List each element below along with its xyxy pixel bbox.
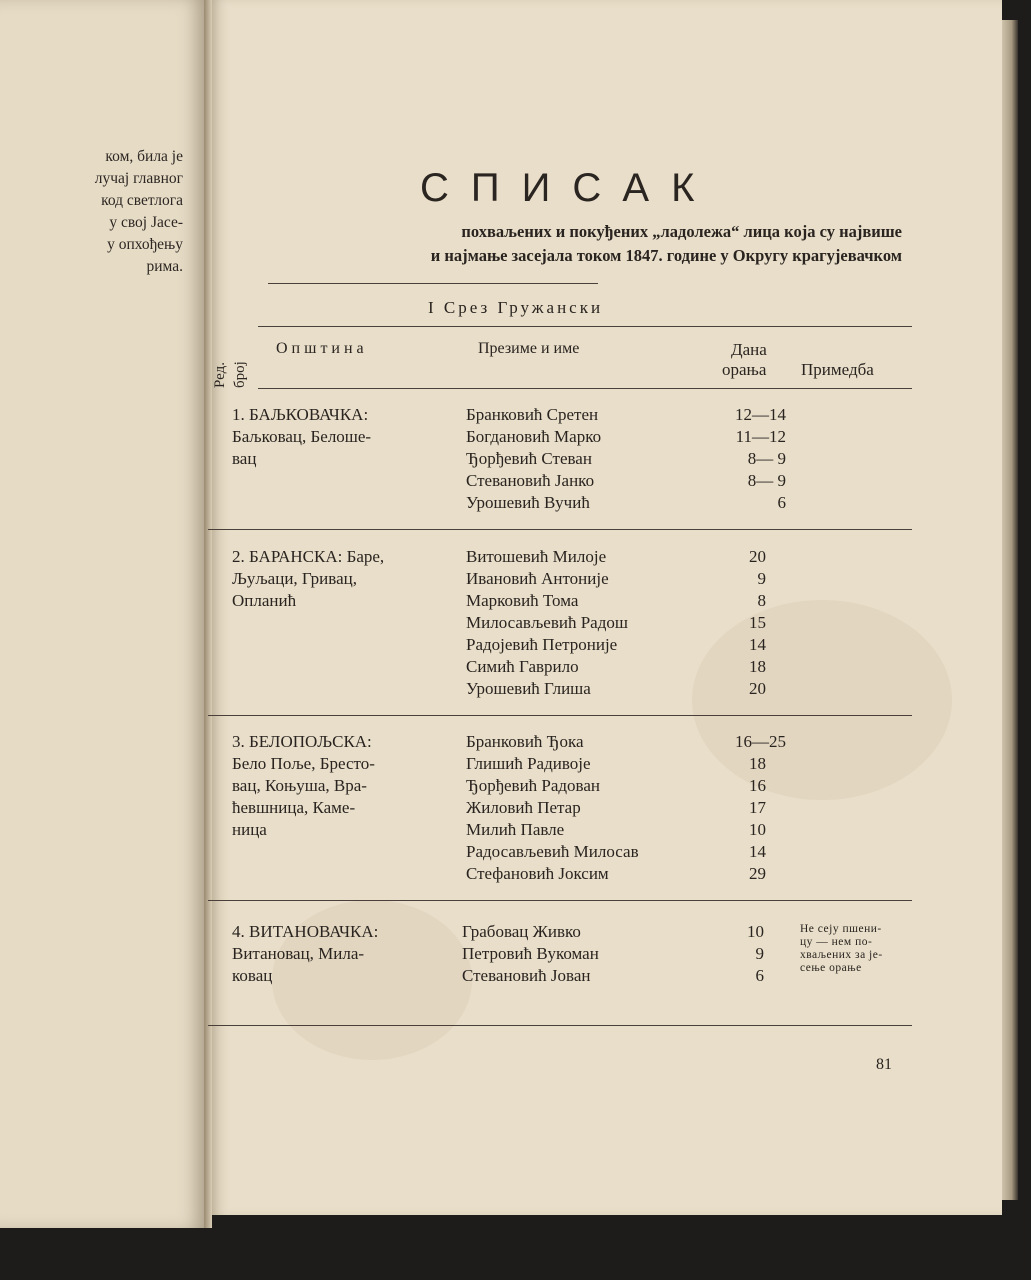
person-name: Грабовац Живко [462,922,581,941]
left-line: код светлога [101,192,183,209]
days-value: 8— 9 [747,449,786,468]
days-value: 6 [755,966,764,985]
municipality: 1. БАЉКОВАЧКА: Баљковац, Белоше- вац [232,405,372,468]
days-value: 16 [749,776,766,795]
person-name: Ивановић Антоније [466,569,609,588]
days-value: 9 [755,944,764,963]
days-list [696,731,786,885]
person-name: Бранковић Сретен [466,405,599,424]
names-list [466,404,726,514]
person-name: Радојевић Петроније [466,635,618,654]
document-title: СПИСАК [420,166,717,210]
left-page [0,0,205,1228]
rule-bottom [208,1025,912,1026]
rule-header [258,388,912,389]
person-name: Стефановић Јоксим [466,864,609,883]
days-value: 18 [749,754,766,773]
days-value: 10 [747,922,764,941]
person-name: Стевановић Јанко [466,471,595,490]
days-list [696,404,786,514]
rule-row [208,900,912,901]
days-value: 12—14 [735,405,786,424]
person-name: Милосављевић Радош [466,613,628,632]
subtitle-line: и најмање засејала током 1847. године у Округу крагујевачком [430,246,902,265]
days-value: 29 [749,864,766,883]
page-edge [1002,20,1018,1200]
person-name: Стевановић Јован [462,966,591,985]
header-prezime: Презиме и име [478,340,580,357]
header-primedba: Примедба [801,360,874,379]
days-value: 10 [749,820,766,839]
left-line: у опхођењу [107,236,183,253]
days-value: 20 [749,547,766,566]
person-name: Радосављевић Милосав [466,842,639,861]
person-name: Марковић Тома [466,591,579,610]
days-list [674,921,764,987]
days-value: 11—12 [735,427,786,446]
person-name: Ђорђевић Стеван [466,449,592,468]
person-name: Урошевић Вучић [466,493,590,512]
remark-note: Не сеју пшени- цу — нем по- хваљених за је- сење орање [800,923,883,974]
rule-row [208,529,912,530]
book-gutter [204,0,212,1228]
left-line: лучај главног [94,170,183,187]
days-value: 16—25 [735,732,786,751]
person-name: Богдановић Марко [466,427,602,446]
days-value: 17 [749,798,766,817]
person-name: Петровић Вукоман [462,944,599,963]
left-line: у свој Јасе- [109,214,183,231]
days-value: 14 [749,635,766,654]
subtitle-line: похваљених и покуђених „ладолежа“ лица која су највише [461,222,902,241]
header-red: Ред. [212,362,228,388]
days-value: 14 [749,842,766,861]
document-subtitle [222,220,902,268]
section-title: I Срез Гружански [428,298,604,317]
days-value: 6 [777,493,786,512]
person-name: Симић Гаврило [466,657,579,676]
rule-top [268,283,598,284]
person-name: Урошевић Глиша [466,679,591,698]
days-value: 15 [749,613,766,632]
header-broj: број [232,361,248,388]
days-value: 8 [757,591,766,610]
rule-row [208,715,912,716]
names-list [466,731,726,885]
days-list [676,546,766,700]
person-name: Бранковић Ђока [466,732,584,751]
person-name: Милић Павле [466,820,565,839]
days-value: 20 [749,679,766,698]
column-red-broj [210,342,262,390]
person-name: Глишић Радивоје [466,754,591,773]
header-dana: Дана [731,340,767,359]
page-number: 81 [876,1056,892,1073]
person-name: Витошевић Милоје [466,547,607,566]
header-opstina: Општина [276,340,368,357]
days-value: 18 [749,657,766,676]
header-oranja: орања [722,360,767,379]
municipality: 3. БЕЛОПОЉСКА: Бело Поље, Бресто- вац, Коњуша, Вра- ћевшница, Каме- ница [232,732,375,839]
left-page-text [0,146,183,278]
left-line: рима. [146,258,183,275]
days-value: 9 [757,569,766,588]
days-value: 8— 9 [747,471,786,490]
rule-section [258,326,912,327]
municipality: 4. ВИТАНОВАЧКА: Витановац, Мила- ковац [232,922,379,985]
person-name: Ђорђевић Радован [466,776,601,795]
municipality: 2. БАРАНСКА: Баре, Љуљаци, Гривац, Опланић [232,547,385,610]
left-line: ком, била је [105,148,183,165]
person-name: Жиловић Петар [466,798,581,817]
